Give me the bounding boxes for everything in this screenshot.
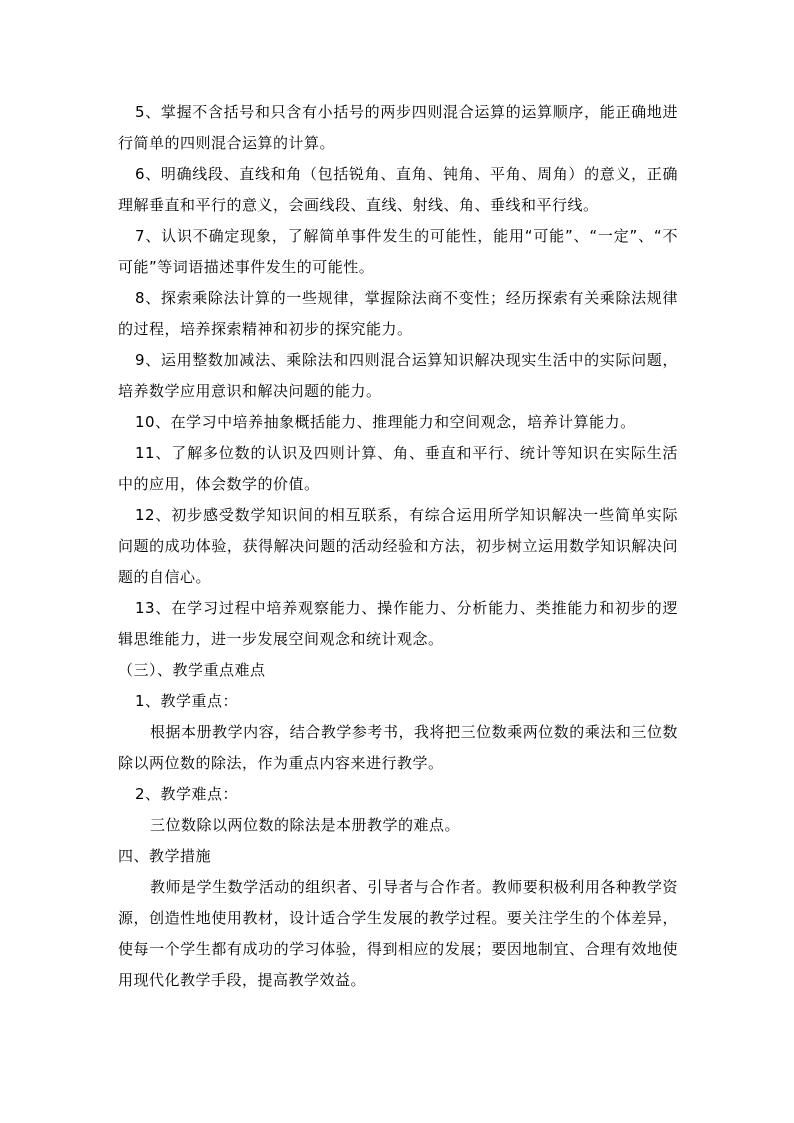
key-points-text: 根据本册教学内容，结合教学参考书，我将把三位数乘两位数的乘法和三位数除以两位数的除法，作为重点内容来进行教学。 — [118, 723, 678, 772]
objective-10: 10、在学习中培养抽象概括能力、推理能力和空间观念，培养计算能力。 — [135, 413, 636, 431]
section-heading-key-difficult: （三）、教学重点难点 — [118, 661, 266, 679]
objective-7: 7、认识不确定现象，了解简单事件发生的可能性，能用“可能”、“一定”、“不可能”等词语描述事件发生的可能性。 — [118, 227, 678, 276]
difficult-points-label: 2、教学难点： — [135, 785, 239, 803]
measures-text: 教师是学生数学活动的组织者、引导者与合作者。教师要积极利用各种教学资源，创造性地使用教材，设计适合学生发展的教学过程。要关注学生的个体差异，使每一个学生都有成功的学习体验，得到相应的发展；要因地制宜、合理有效地使用现代化教学手段，提高教学效益。 — [118, 878, 678, 989]
difficult-points-text: 三位数除以两位数的除法是本册教学的难点。 — [150, 816, 461, 834]
objective-8: 8、探索乘除法计算的一些规律，掌握除法商不变性；经历探索有关乘除法规律的过程，培养探索精神和初步的探究能力。 — [118, 289, 678, 338]
objective-6: 6、明确线段、直线和角（包括锐角、直角、钝角、平角、周角）的意义，正确理解垂直和平行的意义，会画线段、直线、射线、角、垂线和平行线。 — [118, 165, 678, 214]
document-body — [118, 97, 678, 996]
objective-13: 13、在学习过程中培养观察能力、操作能力、分析能力、类推能力和初步的逻辑思维能力，进一步发展空间观念和统计观念。 — [118, 599, 678, 648]
section-heading-measures: 四、教学措施 — [118, 847, 212, 865]
key-points-label: 1、教学重点： — [135, 692, 239, 710]
objective-9: 9、运用整数加减法、乘除法和四则混合运算知识解决现实生活中的实际问题，培养数学应用意识和解决问题的能力。 — [118, 351, 678, 400]
objective-5: 5、掌握不含括号和只含有小括号的两步四则混合运算的运算顺序，能正确地进行简单的四则混合运算的计算。 — [118, 103, 678, 152]
objective-12: 12、初步感受数学知识间的相互联系，有综合运用所学知识解决一些简单实际问题的成功体验，获得解决问题的活动经验和方法，初步树立运用数学知识解决问题的自信心。 — [118, 506, 678, 586]
objective-11: 11、了解多位数的认识及四则计算、角、垂直和平行、统计等知识在实际生活中的应用，体会数学的价值。 — [118, 444, 678, 493]
